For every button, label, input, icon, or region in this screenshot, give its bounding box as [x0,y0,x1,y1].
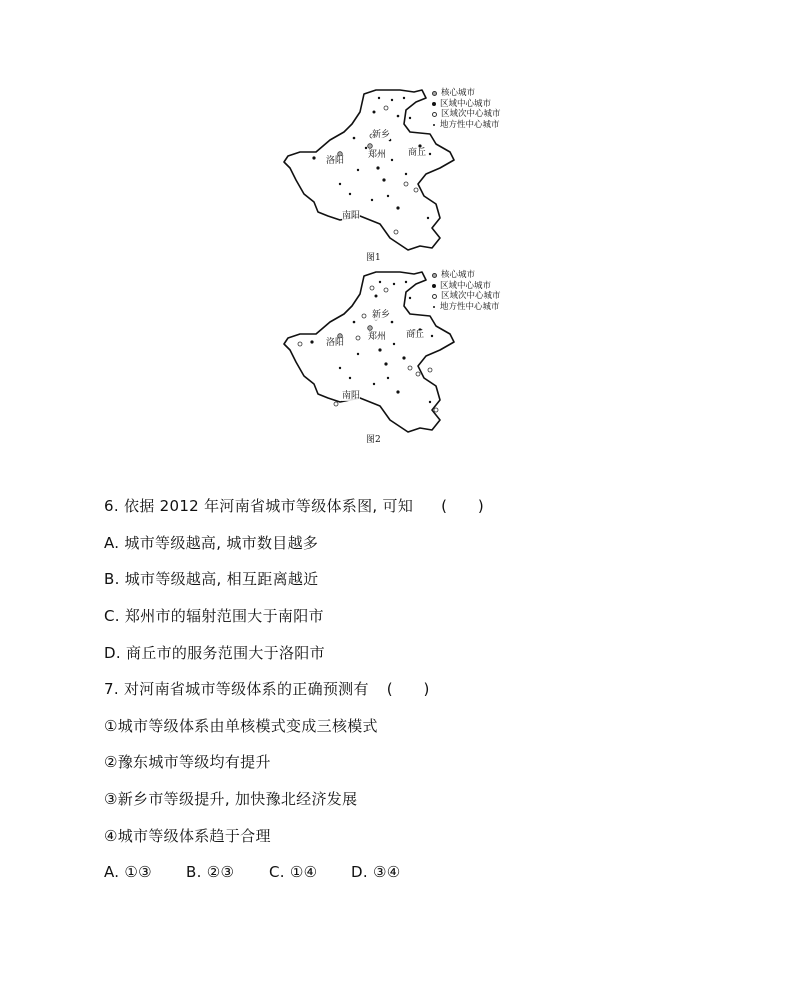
legend-sub: 区域次中心城市 [432,291,501,302]
q6-option-a: A. 城市等级越高, 城市数目越多 [104,534,319,552]
regional-center-icon [432,284,436,288]
core-city-icon [432,91,437,96]
sub-center-icon [432,294,437,299]
q7-options [104,862,400,882]
q6-answer-paren: ( ) [441,497,485,515]
city-label-luoyang: 洛阳 [326,156,345,166]
q7-option-b: B. ②③ [186,863,235,881]
core-city-icon [432,273,437,278]
city-label-nanyang: 南阳 [342,391,361,401]
sub-center-markers [370,106,418,234]
legend-sub: 区域次中心城市 [432,109,501,120]
q6-option-d: D. 商丘市的服务范围大于洛阳市 [104,644,325,662]
figure-2-caption: 图2 [366,435,381,445]
city-label-xinxiang: 新乡 [372,310,391,320]
q7-statement-2: ②豫东城市等级均有提升 [104,753,271,771]
q7-statement-3: ③新乡市等级提升, 加快豫北经济发展 [104,790,358,808]
q7-option-a: A. ①③ [104,863,152,881]
sub-center-icon [432,112,437,117]
local-center-icon [433,306,435,308]
legend-center: 区域中心城市 [432,281,501,292]
q7-stem: 7. 对河南省城市等级体系的正确预测有 ( ) [104,680,430,698]
regional-center-icon [432,102,436,106]
city-label-zhengzhou: 郑州 [368,150,387,160]
legend-local: 地方性中心城市 [432,302,501,313]
map-legend [432,270,501,312]
city-label-xinxiang: 新乡 [372,130,391,140]
q6-option-b: B. 城市等级越高, 相互距离越近 [104,570,319,588]
legend-core: 核心城市 [432,270,501,281]
figure-1-caption: 图1 [366,253,381,263]
sub-center-markers [298,286,438,412]
city-label-shangqiu: 商丘 [408,148,427,158]
province-outline [284,272,454,432]
city-label-luoyang: 洛阳 [326,338,345,348]
province-outline [284,90,454,250]
q6-option-c: C. 郑州市的辐射范围大于南阳市 [104,607,324,625]
map-legend [432,88,501,130]
legend-core: 核心城市 [432,88,501,99]
legend-local: 地方性中心城市 [432,120,501,131]
local-center-icon [433,124,435,126]
q7-answer-paren: ( ) [386,680,430,698]
city-label-zhengzhou: 郑州 [368,332,387,342]
q7-statement-1: ①城市等级体系由单核模式变成三核模式 [104,717,378,735]
q6-stem: 6. 依据 2012 年河南省城市等级体系图, 可知 ( ) [104,497,485,515]
city-label-shangqiu: 商丘 [406,330,425,340]
city-label-nanyang: 南阳 [342,211,361,221]
q7-option-c: C. ①④ [269,863,318,881]
q7-option-d: D. ③④ [351,863,401,881]
legend-center: 区域中心城市 [432,99,501,110]
q7-statement-4: ④城市等级体系趋于合理 [104,827,271,845]
